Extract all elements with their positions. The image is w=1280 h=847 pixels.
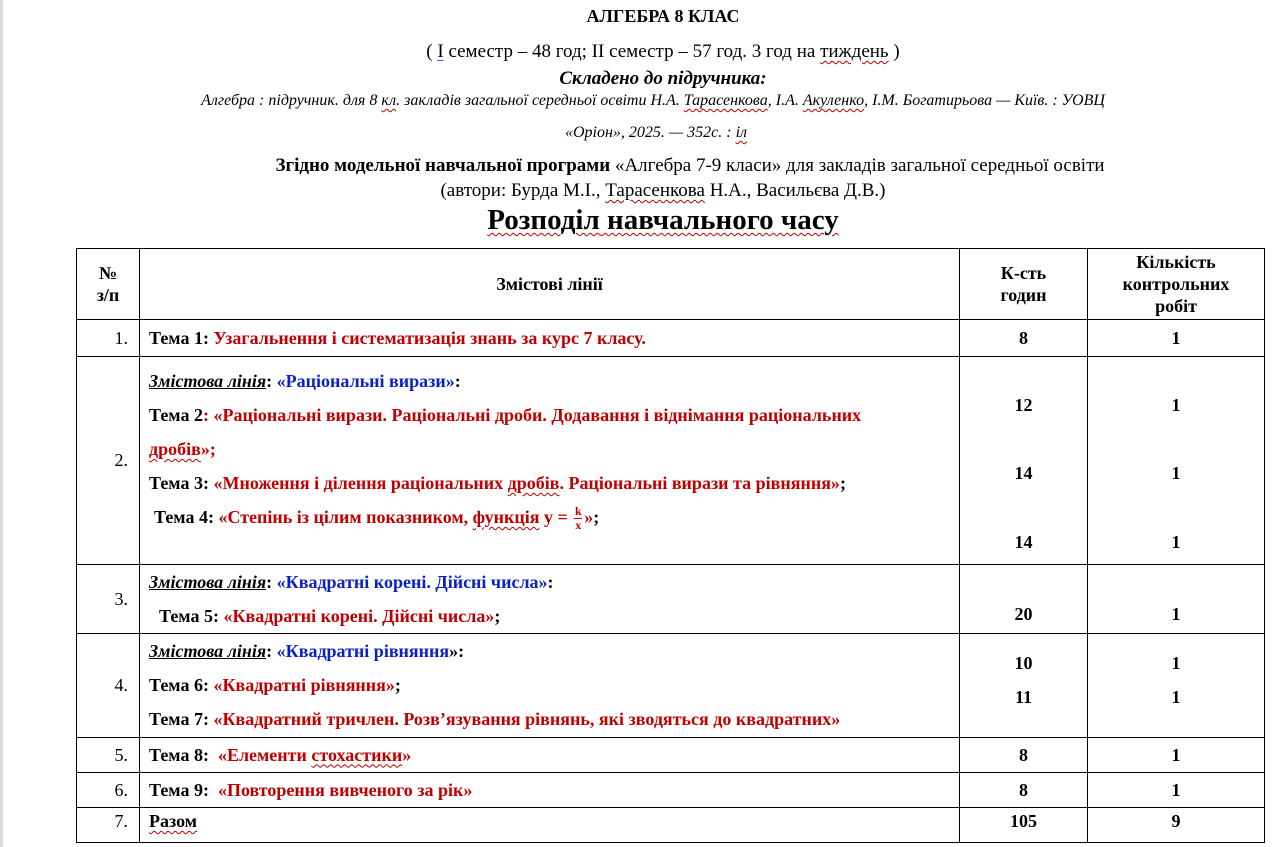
col-hours-l1: К-сть: [1000, 263, 1047, 283]
textbook-part: кл: [381, 92, 397, 109]
topic-title-end: »: [584, 507, 594, 527]
textbook-reference: [0, 92, 1280, 110]
topic-title-end: . Раціональні вирази та рівняння»: [559, 473, 840, 493]
tests-value: 1: [1171, 653, 1181, 673]
table-row: [77, 565, 1265, 634]
semester-prefix: (: [426, 41, 438, 62]
col-tests-l2: контрольних: [1122, 274, 1230, 294]
tests-value: 1: [1171, 687, 1181, 707]
textbook-part: Алгебра : підручник. для 8: [201, 92, 382, 109]
row-hours: 8: [960, 320, 1088, 357]
document-title: АЛГЕБРА 8 КЛАС: [586, 6, 740, 26]
row-tests: 1: [1088, 773, 1265, 808]
table-row-total: [77, 808, 1265, 843]
topic-title: «Квадратні рівняння»: [213, 675, 395, 695]
topic-title: «Повторення вивченого за рік»: [217, 779, 473, 800]
semester-text: семестр – 48 год; ІІ семестр – 57 год. 3 год на: [443, 41, 821, 62]
topic-title: «Степінь із цілим показником,: [218, 507, 473, 527]
topic-label: Тема 2: [149, 405, 203, 425]
row-number: 7.: [77, 808, 140, 843]
topic-title-formula: y =: [539, 507, 573, 527]
col-header-number: [77, 249, 140, 320]
row-number: 5.: [77, 738, 140, 773]
fraction-k-over-x: [574, 506, 582, 531]
row-tests: 1: [1088, 565, 1265, 634]
topic-label: Тема 5:: [159, 606, 219, 626]
program-authors: [0, 180, 1280, 202]
row-tests: 1: [1088, 738, 1265, 773]
topic-label: Тема 1: [149, 327, 203, 348]
col-header-content: Змістові лінії: [140, 249, 960, 320]
row-tests: [1088, 357, 1265, 565]
row-content: [140, 738, 960, 773]
row-number: 4.: [77, 634, 140, 738]
textbook-part: іл: [735, 124, 747, 141]
topic-7: [149, 702, 959, 736]
textbook-part: Акуленко: [802, 92, 865, 109]
col-number-l1: №: [98, 263, 118, 283]
topic-label: Тема 4:: [154, 507, 214, 527]
section-title-a: Розподіл: [487, 204, 600, 236]
program-reference: [0, 155, 1280, 177]
row-content: [140, 773, 960, 808]
total-tests: 9: [1088, 808, 1265, 843]
time-distribution-table: [76, 248, 1265, 843]
textbook-part: «Оріон», 2025. — 352с. :: [564, 124, 736, 141]
table-row: [77, 773, 1265, 808]
total-hours: 105: [960, 808, 1088, 843]
row-number: 6.: [77, 773, 140, 808]
content-line-heading: Змістова лінія: «Раціональні вирази»:: [149, 371, 461, 391]
row-hours: 8: [960, 738, 1088, 773]
topic-label: Тема 6:: [149, 675, 209, 695]
topic-title: «Квадратний тричлен. Розв’язування рівнянь, які зводяться до квадратних»: [213, 709, 841, 729]
col-tests-l1: Кількість: [1136, 252, 1216, 272]
hours-value: 14: [1014, 532, 1033, 552]
hours-value: 12: [1014, 395, 1033, 415]
row-content: [140, 357, 960, 565]
col-header-tests: [1088, 249, 1265, 320]
content-line-label: Змістова лінія: [149, 572, 267, 592]
topic-title-end: »;: [200, 439, 216, 459]
fraction-denominator: x: [575, 518, 582, 533]
row-content: [140, 634, 960, 738]
total-label: Разом: [149, 811, 198, 831]
section-title-b: навчального часу: [599, 204, 839, 236]
topic-2-cont: [149, 432, 959, 466]
topic-title-word: дробів: [149, 439, 201, 459]
content-line-title: «Квадратні корені. Дійсні числа»: [276, 572, 548, 592]
semester-info: [0, 41, 1280, 63]
topic-3: Тема 3: «Множення і ділення раціональних дробів. Раціональні вирази та рівняння»;: [149, 473, 846, 493]
hours-value: 14: [1014, 463, 1033, 483]
semester-one: I: [437, 41, 444, 62]
program-bold: Згідно модельної навчальної програми: [275, 155, 611, 176]
topic-title-word: стохастики: [311, 744, 403, 765]
topic-title: «Елементи: [217, 744, 312, 765]
topic-label: Тема 9:: [149, 779, 209, 800]
col-header-hours: [960, 249, 1088, 320]
col-tests-l3: робіт: [1155, 296, 1197, 316]
row-number: 2.: [77, 357, 140, 565]
table-row: [77, 738, 1265, 773]
table-row: [77, 634, 1265, 738]
topic-title: «Квадратні корені. Дійсні числа»: [223, 606, 495, 626]
topic-label: Тема 8:: [149, 744, 209, 765]
authors-part: Н.А., Васильєва Д.В.): [704, 180, 886, 201]
fraction-numerator: k: [574, 504, 582, 519]
tests-value: 1: [1171, 463, 1181, 483]
row-content: [140, 808, 960, 843]
topic-label: Тема 3:: [149, 473, 209, 493]
content-line-label: Змістова лінія: [149, 641, 267, 661]
table-row: [77, 357, 1265, 565]
topic-title: «Множення і ділення раціональних: [213, 473, 508, 493]
row-content: [140, 565, 960, 634]
compiled-label: Складено до підручника:: [559, 68, 767, 89]
tests-value: 1: [1171, 532, 1181, 552]
topic-6: Тема 6: «Квадратні рівняння»;: [149, 675, 401, 695]
topic-title: Узагальнення і систематизація знань за курс 7 класу.: [213, 327, 646, 348]
textbook-part: Тарасенкова: [683, 92, 768, 109]
textbook-part: , І.А.: [767, 92, 803, 109]
content-line-label: Змістова лінія: [149, 371, 267, 391]
row-number: 1.: [77, 320, 140, 357]
topic-5: Тема 5: «Квадратні корені. Дійсні числа»;: [159, 606, 501, 626]
tests-value: 1: [1171, 395, 1181, 415]
semester-suffix: ): [888, 41, 900, 62]
row-hours: 20: [960, 565, 1088, 634]
topic-label: Тема 7:: [149, 709, 209, 729]
topic-title: «Раціональні вирази. Раціональні дроби. Додавання і віднімання раціональних: [213, 405, 862, 425]
row-tests: [1088, 634, 1265, 738]
topic-title-word: функція: [472, 507, 540, 527]
row-hours: [960, 634, 1088, 738]
table-header-row: [77, 249, 1265, 320]
textbook-part: , І.М. Богатирьова — Київ. : УОВЦ: [864, 92, 1105, 109]
content-line-heading: Змістова лінія: «Квадратні рівняння»:: [149, 641, 465, 661]
authors-part: (автори: Бурда М.І.,: [440, 180, 606, 201]
semester-week: тиждень: [820, 41, 889, 62]
col-number-l2: з/п: [96, 285, 120, 305]
topic-4: Тема 4: «Степінь із цілим показником, функція y = $\frac{k}{x}$ »;: [154, 504, 600, 533]
content-line-title-end: »: [449, 641, 459, 661]
row-number: 3.: [77, 565, 140, 634]
section-title: [0, 204, 1280, 237]
content-line-heading: Змістова лінія: «Квадратні корені. Дійсні числа»:: [149, 572, 554, 592]
row-content: Тема 1: Узагальнення і систематизація знань за курс 7 класу.: [140, 320, 960, 357]
program-rest: «Алгебра 7-9 класи» для закладів загальної середньої освіти: [610, 155, 1105, 176]
hours-value: 10: [1014, 653, 1033, 673]
authors-part: Тарасенкова: [605, 180, 705, 201]
hours-value: 11: [1014, 687, 1032, 707]
topic-title-end: »: [402, 744, 412, 765]
row-tests: 1: [1088, 320, 1265, 357]
row-hours: [960, 357, 1088, 565]
textbook-part: . закладів загальної середньої освіти Н.А.: [396, 92, 684, 109]
topic-title-word: дробів: [507, 473, 560, 493]
content-line-title: «Раціональні вирази»: [276, 371, 455, 391]
textbook-reference-cont: [0, 124, 1280, 142]
topic-2: Тема 2: «Раціональні вирази. Раціональні дроби. Додавання і віднімання раціональних: [149, 405, 862, 425]
row-hours: 8: [960, 773, 1088, 808]
table-row: [77, 320, 1265, 357]
col-hours-l2: годин: [1000, 285, 1047, 305]
content-line-title: «Квадратні рівняння: [276, 641, 450, 661]
